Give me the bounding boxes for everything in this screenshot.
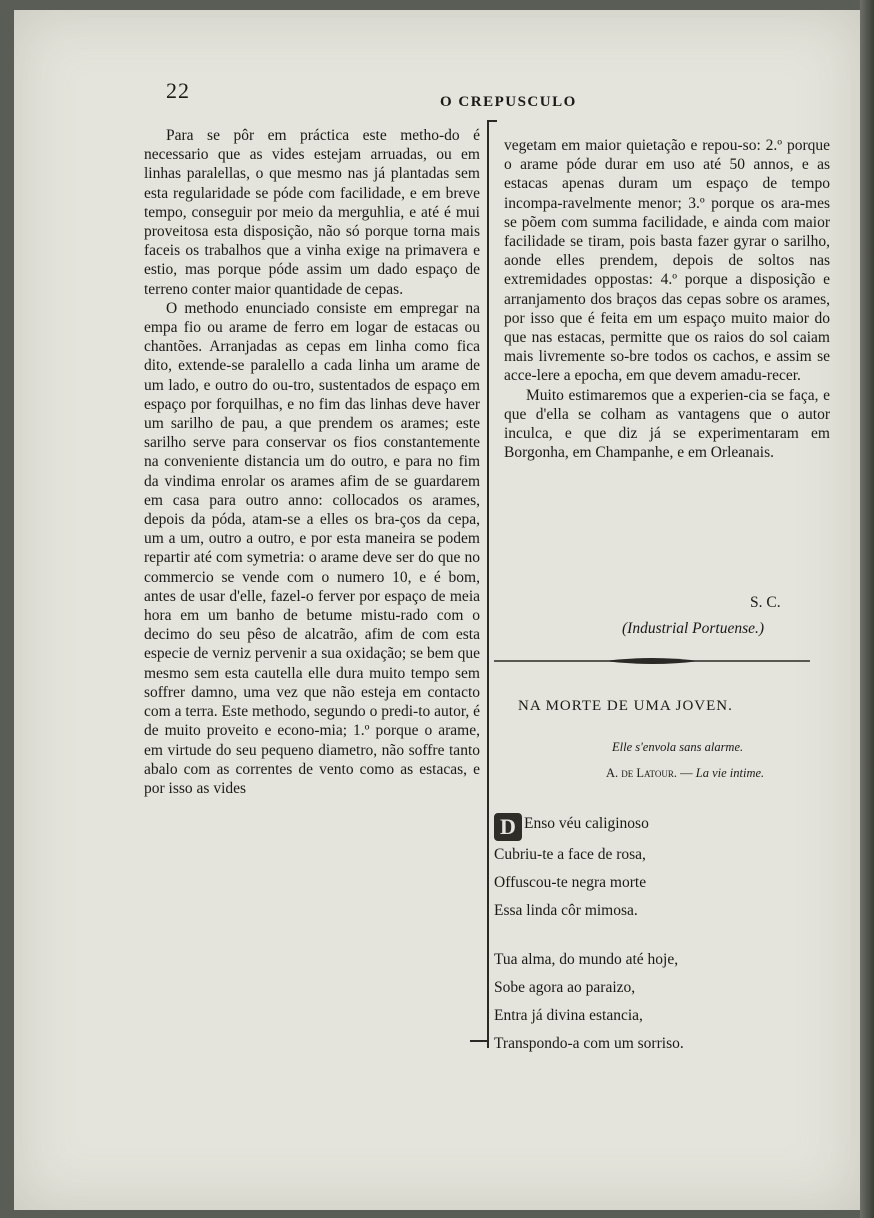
epigraph-attribution: [606, 766, 764, 781]
column-rule: [487, 120, 489, 1048]
poem-line: Cubriu-te a face de rosa,: [494, 846, 646, 863]
right-column: [504, 136, 830, 462]
running-title: O CREPUSCULO: [440, 94, 577, 110]
left-paragraph-1: Para se pôr em práctica este metho-do é necessario que as vides estejam arruadas, ou em linhas paralellas, o que mesmo nas já plantadas sem esta regularidade se póde com facilidade, e em breve tempo, conseguir por meio da merguhlia, e até é mui proveitosa esta disposição, não só porque torna mais faceis os trabalhos que a vinha exige na primavera e estio, mas porque póde assim um dado espaço de terreno conter maior quantidade de cepas.: [144, 127, 480, 298]
poem-title: NA MORTE DE UMA JOVEN.: [518, 698, 733, 714]
poem-line: Sobe agora ao paraizo,: [494, 979, 636, 996]
page-edge-shadow: [860, 0, 874, 1218]
drop-cap: D: [494, 813, 522, 841]
poem-line: Entra já divina estancia,: [494, 1007, 643, 1024]
poem-stanza-1: [494, 810, 649, 925]
attribution-author: A. de Latour.: [606, 766, 677, 780]
ornamental-rule: [494, 656, 810, 666]
article-signature: S. C.: [750, 594, 781, 611]
column-rule-top: [489, 120, 497, 122]
poem-epigraph: Elle s'envola sans alarme.: [612, 740, 744, 754]
poem-line: Offuscou-te negra morte: [494, 874, 647, 891]
right-paragraph-1: vegetam em maior quietação e repou-so: 2.º porque o arame póde durar em uso até 50 annos, e as estacas apenas duram um espaço de tempo incompa-ravelmente menor; 3.º porque os ara-mes se põem com summa facilidade, e ainda com maior facilidade se tiram, pois basta fazer gyrar o sarilho, aonde elles prendem, depois de soltos nas extremidades oppostas: 4.º porque a disposição e arranjamento dos braços das cepas sobre os arames, por isso que é feita em um espaço muito maior do que nas estacas, permitte que os raios do sol caiam mais livremente so-bre todos os cachos, e assim se acce-lere a epocha, em que devem amadu-recer.: [504, 137, 830, 385]
right-paragraph-2: Muito estimaremos que a experien-cia se faça, e que d'ella se colham as vantagens que o autor inculca, e que diz já se experimentaram em Borgonha, em Champanhe, e em Orleanais.: [504, 386, 830, 462]
poem-line: Essa linda côr mimosa.: [494, 902, 638, 919]
poem-line: Transpondo-a com um sorriso.: [494, 1035, 684, 1052]
poem-line: Tua alma, do mundo até hoje,: [494, 951, 679, 968]
poem-line: D Enso véu caliginoso: [494, 810, 649, 841]
page-number: 22: [166, 78, 190, 103]
poem-stanza-2: [494, 946, 684, 1058]
attribution-work: La vie intime.: [695, 766, 765, 780]
column-rule-bottom: [470, 1040, 488, 1042]
left-paragraph-2: O methodo enunciado consiste em empregar na empa fio ou arame de ferro em logar de estacas ou chantões. Arranjadas as cepas em linha como fica dito, extende-se paralello a cada linha um arame de um lado, e outro do ou-tro, sustentados de espaço em espaço por forquilhas, e no fim das linhas deve haver um sarilho de pau, a que prendem os arames; este sarilho serve para conservar os fios constantemente na conveniente distancia um do outro, e para no fim da vindima enrolar os arames afim de se guardarem em casa para outro anno: collocados os arames, depois da póda, atam-se a elles os bra-ços da cepa, um a um, outro a outro, e por esta maneira se podem repartir até com symetria: o arame deve ser do que no commercio se vende com o numero 10, e é bom, antes de usar d'elle, fazel-o ferver por espaço de meia hora em um banho de betume mistu-rado com o decimo do seu pêso de alcatrão, afim de com esta especie de verniz pervenir a sua oxidação; se bem que mesmo sem esta cautella elle dura muito tempo sem soffrer damno, uma vez que não esteja em contacto com a terra. Este methodo, segundo o predi-to autor, é de muito proveito e econo-mia; 1.º porque o arame, em virtude do seu pequeno diametro, não soffre tanto abalo com as correntes de vento como as estacas, e por isso as vides: [144, 299, 480, 797]
article-source: (Industrial Portuense.): [622, 620, 765, 637]
left-column: [144, 126, 480, 798]
attribution-dash: —: [677, 766, 696, 780]
